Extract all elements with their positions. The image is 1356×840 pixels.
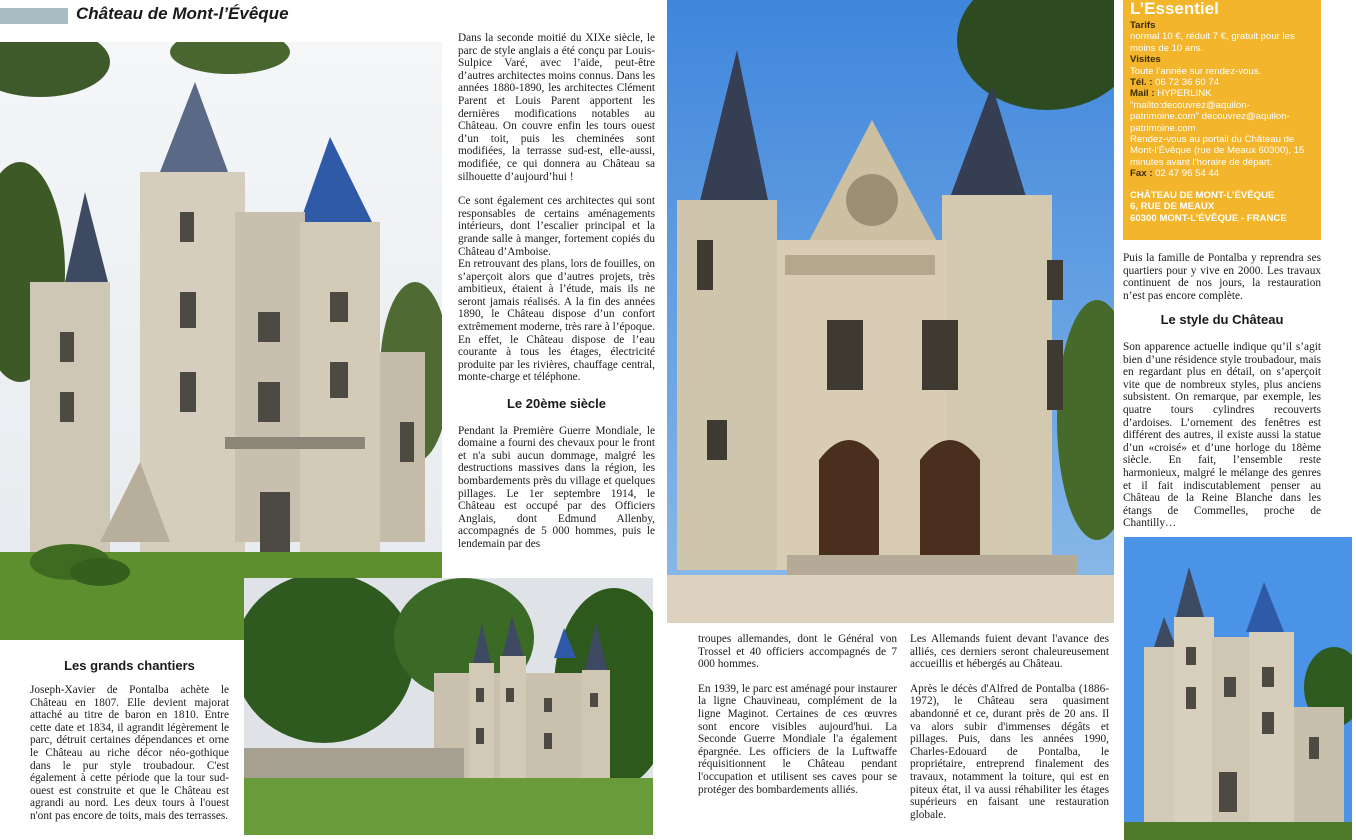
photo-chateau-park [244,578,653,835]
column-left [30,684,229,823]
address-line: CHÂTEAU DE MONT-L’ÉVÊQUE [1130,189,1275,201]
fax-value: 02 47 96 54 44 [1155,168,1220,180]
essentiel-title: L’Essentiel [1130,0,1219,18]
tarifs-label: Tarifs [1130,20,1156,31]
paragraph: En 1939, le parc est aménagé pour instaurer la ligne Chauvineau, complément de la ligne Maginot. Certaines de ces œuvres sont encore visibles aujourd'hui. La Seconde Guerre Mondiale l'a également épargnée. Les officiers de la Luftwaffe réquisitionnent le Château pendant l'occupation et utilisent ses caves pour se protéger des bombardements alliés. [698,682,897,796]
paragraph: Son apparence actuelle indique qu’il s’agit bien d’une résidence style troubadour, mais en regardant plus en détail, on s’aperçoit vite que de nombreux styles, plus anciens subsistent. On remarque, par exemple, les quatre tours cylindres recouverts d’ardoises. L’ornement des fenêtres est différent des autres, il existe aussi la statue d’un «croisé» et d’une horloge du 18ème siècle. En fait, l’ensemble reste harmonieux, malgré le mélange des genres et il fait indiscutablement penser au Château de la Reine Blanche dans les étangs de Commelles, proche de Chantilly… [1123,340,1321,530]
paragraph: Pendant la Première Guerre Mondiale, le domaine a fourni des chevaux pour le front et n'a subi aucun dommage, malgré les destructions massives dans la région, les bombardements près du village et quelques pillages. Le 1er septembre 1914, le Château est occupé par des Officiers Anglais, dont Edmund Allenby, accompagnés de 5 000 hommes, puis le lendemain par des [458,424,655,550]
column-right [1123,252,1321,530]
visites-value: Toute l’année sur rendez-vous. [1130,65,1262,77]
address-line: 60300 MONT-L’ÉVÊQUE - FRANCE [1130,212,1287,224]
column-c [910,633,1109,821]
visites-label: Visites [1130,54,1161,66]
section-heading-style-chateau: Le style du Château [1160,312,1284,328]
mail-value: HYPERLINK "mailto:decouvrez@aquilon-patrimoine.com" decouvrez@aquilon-patrimoine.com [1130,88,1290,134]
mail-label: Mail : [1130,88,1155,100]
essentiel-info-box [1123,0,1321,240]
tel-label: Tél. : [1130,77,1153,89]
header-accent-bar [0,8,68,24]
fax-label: Fax : [1130,168,1153,180]
paragraph: Après le décès d'Alfred de Pontalba (1886-1972), le Château sera quasiment abandonné et ce, durant près de 20 ans. Il va alors subir d'immenses dégâts et pillages. Puis, dans les années 1990, Charles-Edouard de Pontalba, le propriétaire, entreprend finalement des travaux, notamment la toiture, qui est en piteux état, il va aussi réhabiliter les étages supérieurs en faisant une restauration globale. [910,682,1109,821]
paragraph: Puis la famille de Pontalba y reprendra ses quartiers pour y vive en 2000. Les travaux continuent de nos jours, la restauration n’est pas encore complète. [1123,252,1321,302]
address-line: 6, RUE DE MEAUX [1130,201,1215,213]
rendezvous-info: Rendez-vous au portail du Château de Mont-l’Évêque (rue de Meaux 60300), 15 minutes avant l’horaire de départ. [1130,134,1305,168]
photo-chateau-facade [0,42,442,640]
paragraph: Ce sont également ces architectes qui sont responsables de certains aménagements intérieurs, dont l’escalier principal et la grande salle à manger, fortement copiés du Château d’Amboise. [458,195,655,258]
tarifs-value: normal 10 €, réduit 7 €, gratuit pour les moins de 10 ans. [1130,31,1295,54]
paragraph: Joseph-Xavier de Pontalba achète le Château en 1807. Elle devient majorat attaché au titre de baron en 1810. Entre cette date et 1834, il agrandit légèrement le parc, détruit certaines dépendances et orne le Château au riche décor néo-gothique dans le pur style troubadour. C'est également à cette période que la tour sud-ouest est construite et que le Château est agrandi au nord. Les deux tours à l'ouest n'ont pas encore de toits, mais des terrasses. [30,684,229,822]
photo-chateau-small [1124,537,1352,840]
paragraph: En retrouvant des plans, lors de fouilles, on s’aperçoit alors que d’autres projets, très ambitieux, étaient à l’étude, mais ils ne seront jamais réalisés. A la fin des années 1890, le Château dispose d’un confort extrêmement moderne, très rare à l’époque. En effet, le Château dispose de l’eau courante à tous les étages, électricité produite par les rivières, chauffage central, monte-charge et téléphone. [458,258,655,384]
photo-chateau-closeup [667,0,1114,623]
page-title: Château de Mont-l’Évêque [76,4,289,23]
paragraph: troupes allemandes, dont le Général von Trossel et 40 officiers accompagnés de 7 000 hommes. [698,633,897,671]
section-heading-grands-chantiers: Les grands chantiers [64,658,195,673]
section-heading-20e-siecle: Le 20ème siècle [506,396,607,412]
column-a [458,32,655,551]
tel-value: 06 72 36 60 74 [1155,77,1220,89]
paragraph: Dans la seconde moitié du XIXe siècle, le parc de style anglais a été conçu par Louis-Sulpice Varé, avec l’aide, peut-être d’autres architectes moins connus. Dans les années 1880-1890, les architectes Clément Parent et Louis Parent apportent les dernières modifications notables au Château. On couvre enfin les tours ouest d’un toit, puis les cheminées sont modifiées, la terrasse sud-est, elle-aussi, modifiée, ce qui donnera au Château sa silhouette d’aujourd’hui ! [458,32,656,183]
column-b [698,633,897,796]
paragraph: Les Allemands fuient devant l'avance des alliés, ces derniers seront chaleureusement accueillis et hébergés au Château. [910,633,1109,671]
